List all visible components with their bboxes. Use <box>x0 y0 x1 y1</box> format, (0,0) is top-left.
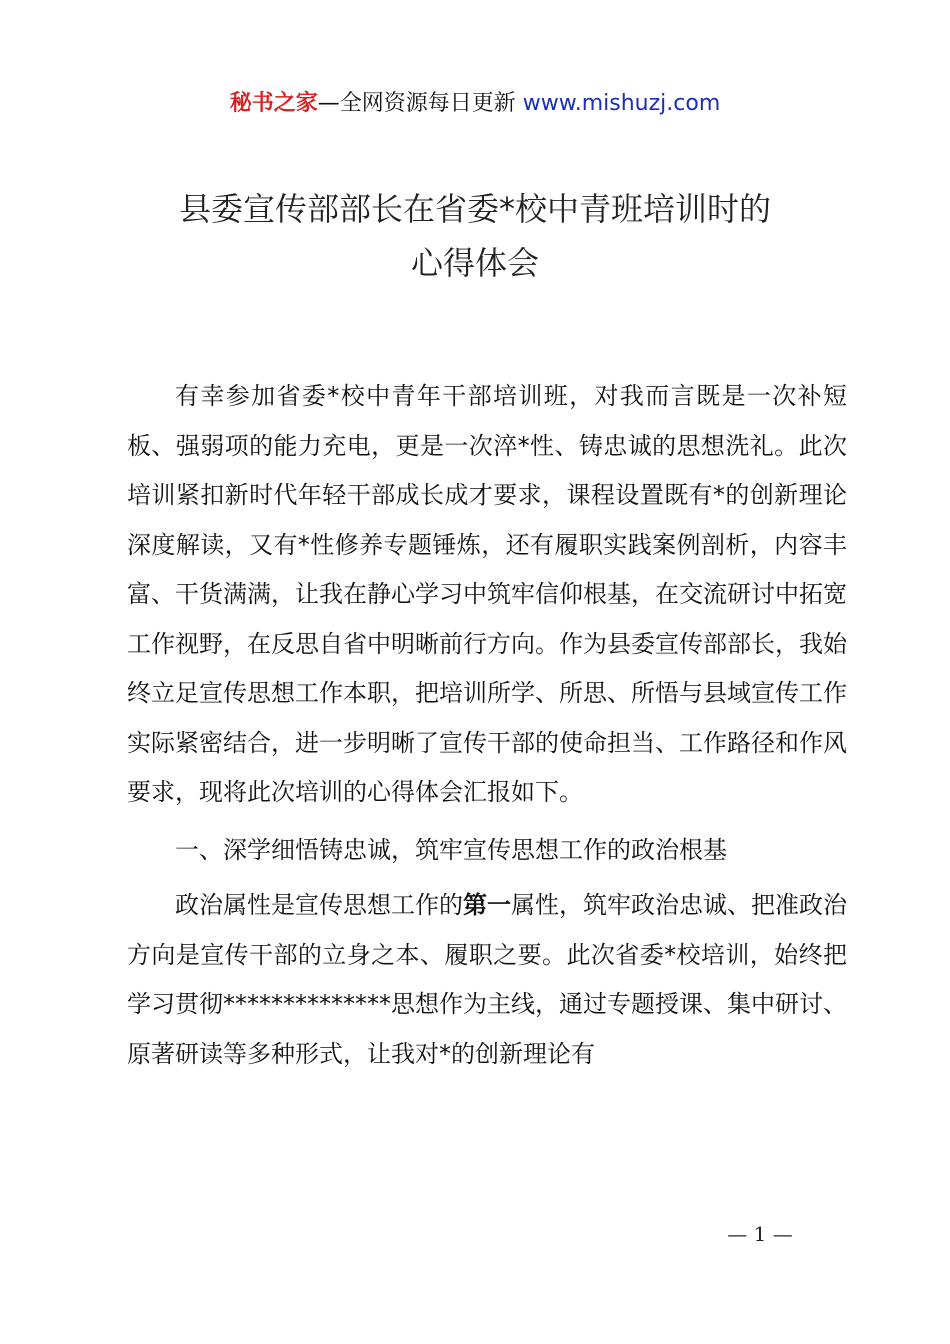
document-title <box>0 182 950 290</box>
title-line-1: 县委宣传部部长在省委*校中青班培训时的 <box>178 190 771 228</box>
paragraph-intro: 有幸参加省委*校中青年干部培训班，对我而言既是一次补短板、强弱项的能力充电，更是一次淬*性、铸忠诚的思想洗礼。此次培训紧扣新时代年轻干部成长成才要求，课程设置既有*的创新理论深度解读，又有*性修养专题锤炼，还有履职实践案例剖析，内容丰富、干货满满，让我在静心学习中筑牢信仰根基，在交流研讨中拓宽工作视野，在反思自省中明晰前行方向。作为县委宣传部部长，我始终立足宣传思想工作本职，把培训所学、所思、所悟与县域宣传工作实际紧密结合，进一步明晰了宣传干部的使命担当、工作路径和作风要求，现将此次培训的心得体会汇报如下。 <box>127 382 847 806</box>
paragraph-political-text-a: 政治属性是宣传思想工作的 <box>175 891 463 919</box>
header-tagline: —全网资源每日更新 <box>317 91 523 116</box>
page-number: — 1 — <box>727 1222 793 1246</box>
paragraph-political <box>127 881 847 1079</box>
title-line-2: 心得体会 <box>410 244 539 282</box>
paragraph-political-bold: 第一 <box>463 891 511 919</box>
site-url-link[interactable]: www.mishuzj.com <box>522 91 721 116</box>
brand-name: 秘书之家 <box>229 91 318 116</box>
site-header <box>0 88 950 120</box>
document-body <box>127 372 847 1079</box>
section-heading-1: 一、深学细悟铸忠诚，筑牢宣传思想工作的政治根基 <box>175 835 727 864</box>
paragraph-political-text-b: 属性，筑牢政治忠诚、把准政治方向是宣传干部的立身之本、履职之要。此次省委*校培训，始终把学习贯彻**************思想作为主线，通过专题授课、集中研讨、原著研读等多种形式，让我对*的创新理论有 <box>127 891 847 1068</box>
